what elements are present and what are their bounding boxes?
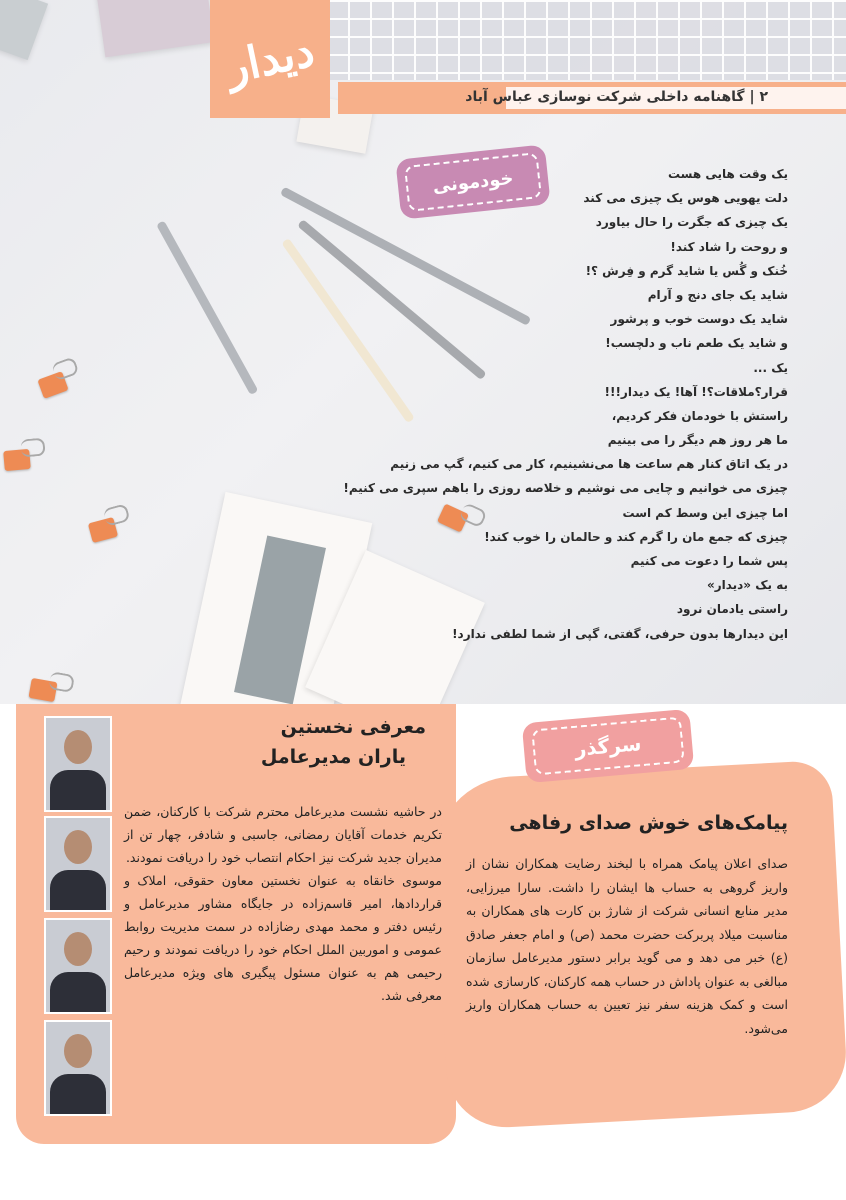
poem-line: پس شما را دعوت می کنیم (630, 554, 788, 568)
header-separator: | (749, 89, 755, 105)
pencil-decoration (156, 220, 258, 395)
badge-label: خودمونی (404, 152, 542, 212)
intro-paragraph: در حاشیه نشست مدیرعامل محترم شرکت با کارکنان، ضمن تکریم خدمات آقایان رمضانی، جاسبی و شادفر، چهار تن از مدیران جدید شرکت نیز احکام انتصاب خود را دریافت نمودند. (124, 804, 442, 865)
poem-line: و شاید یک طعم ناب و دلچسب! (605, 336, 788, 351)
intro-paragraph: موسوی خانقاه به عنوان نخستین معاون حقوقی، املاک و قراردادها، امیر قاسم‌زاده در جایگاه مشاور مدیرعامل و رئیس دفتر و محمد مهدی رضازاده در سمت مدیریت روابط عمومی و اموربین الملل احکام خود را دریافت نمودند و رحیم رحیمی هم به عنوان مسئول پیگیری های ویژه مدیرعامل معرفی شد. (124, 873, 442, 1003)
poem-line: این دیدارها بدون حرفی، گفتی، گپی از شما لطفی ندارد! (452, 626, 788, 641)
intro-title-line1: معرفی نخستین (280, 716, 426, 738)
manager-photo (44, 1020, 112, 1116)
badge-label: سرگذر (531, 717, 684, 776)
manager-photo (44, 918, 112, 1014)
poem-line: اما چیزی این وسط کم است (622, 505, 788, 520)
card-decoration (96, 0, 215, 57)
binder-clip (28, 678, 57, 702)
intro-title-line2: یاران مدیرعامل (260, 746, 406, 768)
poem-line: شاید یک دوست خوب و پرشور (610, 312, 788, 327)
poem-line: خُنک و گُس یا شاید گرم و فِرش ؟! (585, 263, 788, 278)
header-subtitle-row (465, 89, 768, 105)
page-number: ۲ (759, 89, 768, 105)
poem-line: راستش با خودمان فکر کردیم، (611, 408, 788, 423)
binder-clip (37, 371, 68, 399)
header-subtitle: گاهنامه داخلی شرکت نوسازی عباس آباد (465, 89, 745, 105)
poem-line: در یک اتاق کنار هم ساعت ها می‌نشینیم، کار می کنیم، گپ می زنیم (390, 457, 788, 472)
poem-line: دلت یهویی هوس یک چیزی می کند (583, 191, 788, 206)
tile-wall-decoration (326, 0, 846, 80)
poem-line: قرار؟ملاقات؟! آها! یک دیدار!!! (604, 384, 788, 399)
poem-line: ما هر روز هم دیگر را می بینیم (607, 433, 788, 448)
binder-clip (88, 517, 118, 543)
poem-line: به یک «دیدار» (706, 578, 788, 593)
news-body: صدای اعلان پیامک همراه با لبخند رضایت همکاران نشان از واریز گروهی به حساب ها ایشان را داشت. سارا میرزایی، مدیر منابع انسانی شرکت از شارژ بن کارت های همکاران به مناسبت میلاد پربرکت حضرت محمد (ص) و امام جعفر صادق (ع) خبر می دهد و می گوید برابر دستور مدیرعامل سازمان مبالغی به عنوان پاداش در حساب همه کارکنان، کارسازی شده است و کمک هزینه سفر نیز تعیین به حساب همکاران واریز می‌شود. (466, 856, 788, 1036)
poem-line: یک وقت هایی هست (667, 167, 788, 181)
poem-line: راستی یادمان نرود (676, 602, 788, 617)
poem-line: چیزی که جمع مان را گرم کند و حالمان را خوب کند! (484, 529, 788, 544)
logo-text: دیدار (221, 24, 319, 94)
magazine-logo (210, 0, 330, 118)
intro-title (106, 712, 426, 772)
poem-line: و روحت را شاد کند! (670, 239, 788, 254)
card-decoration (0, 0, 48, 60)
manager-photo (44, 816, 112, 912)
poem-text (343, 162, 788, 646)
manager-photo (44, 716, 112, 812)
poem-line: یک چیزی که جگرت را حال بیاورد (595, 215, 788, 230)
news-title: پیامک‌های خوش صدای رفاهی (509, 812, 788, 834)
poem-line: چیزی می خوانیم و چایی می نوشیم و خلاصه روزی را باهم سپری می کنیم! (343, 481, 788, 496)
poem-line: یک ... (753, 360, 788, 375)
intro-body (124, 800, 442, 1007)
binder-clip (3, 449, 31, 471)
poem-line: شاید یک جای دنج و آرام (647, 287, 788, 302)
